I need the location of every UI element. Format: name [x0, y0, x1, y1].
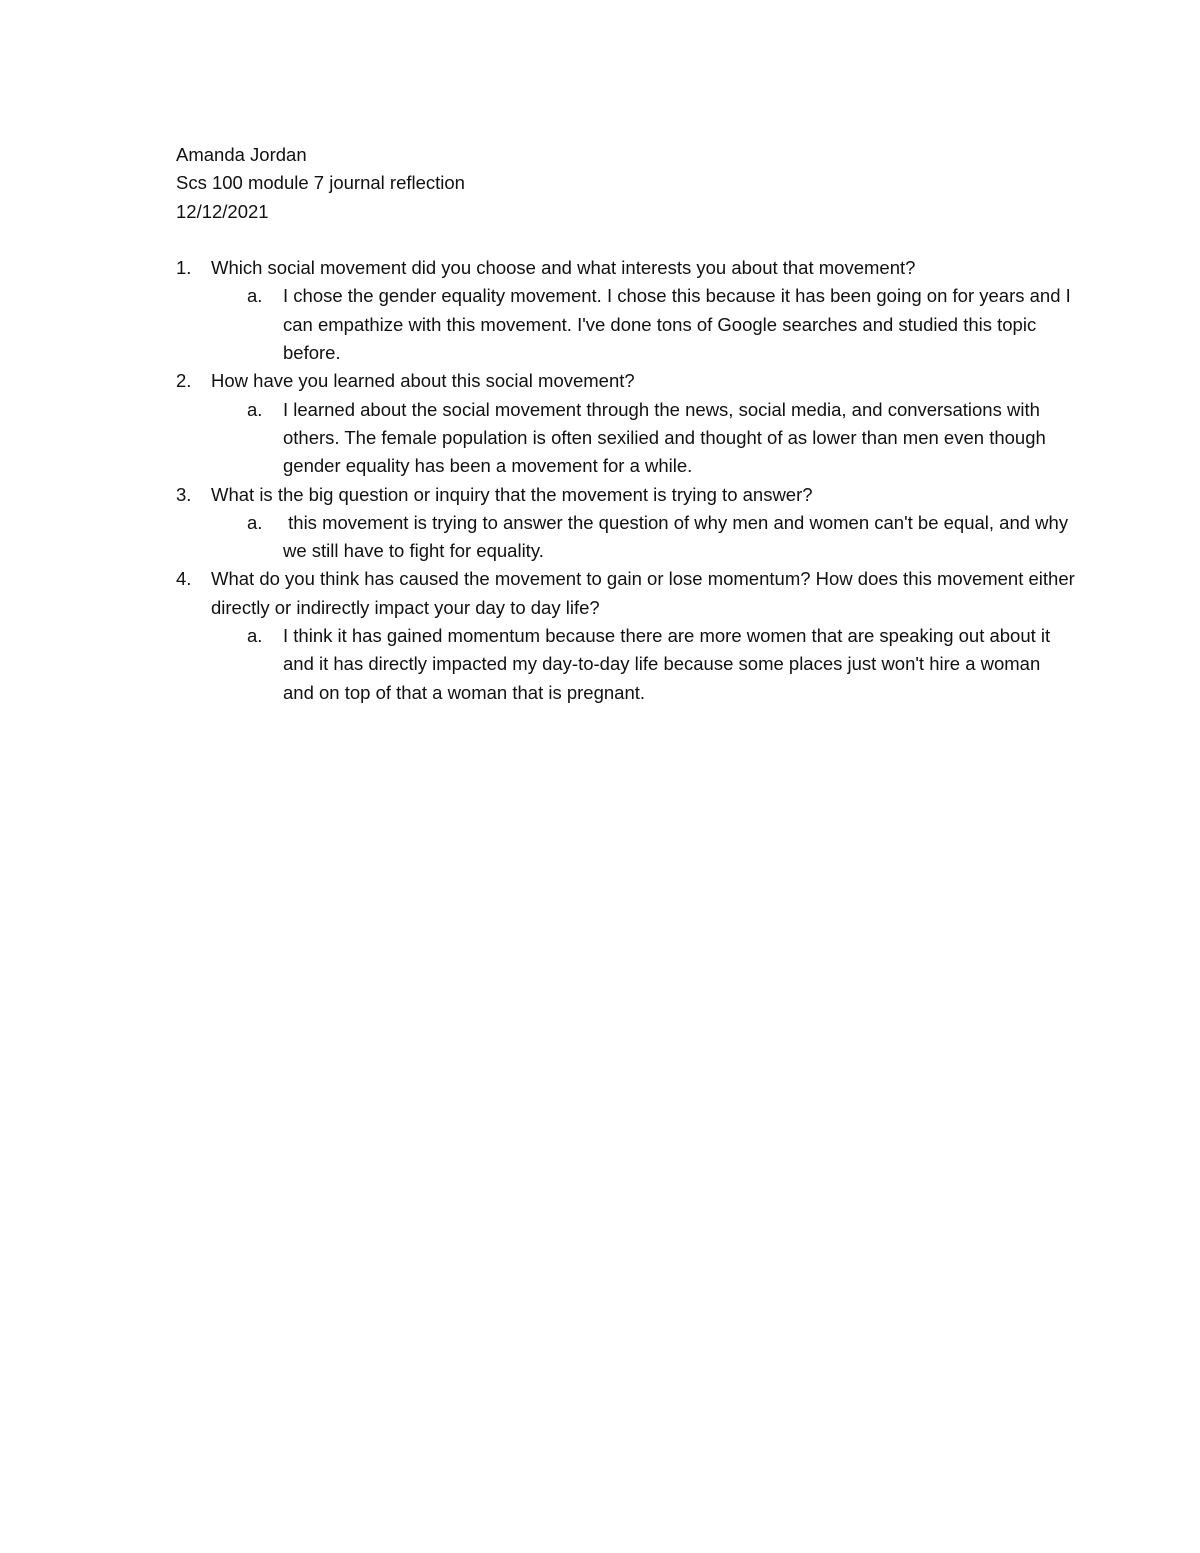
question-item-2	[176, 367, 1076, 480]
question-text: What is the big question or inquiry that the movement is trying to answer?	[211, 483, 813, 505]
question-number: 4.	[176, 568, 192, 590]
answer-list	[211, 396, 1076, 481]
answer-text: I think it has gained momentum because there are more women that are speaking out about it and it has directly impacted my day-to-day life because some places just won't hire a woman and on top of that a woman that is pregnant.	[283, 625, 1051, 703]
question-list	[176, 254, 1076, 707]
author-name: Amanda Jordan	[176, 144, 307, 165]
answer-item	[211, 509, 1076, 566]
answer-marker: a.	[247, 285, 263, 307]
answer-text: I learned about the social movement through the news, social media, and conversations with others. The female population is often sexilied and thought of as lower than men even though gender equality has been a movement for a while.	[283, 398, 1046, 477]
answer-list	[211, 282, 1076, 367]
question-text: Which social movement did you choose and what interests you about that movement?	[211, 257, 916, 279]
question-number: 3.	[176, 483, 192, 505]
document-body	[176, 141, 1076, 707]
answer-marker: a.	[247, 625, 263, 647]
answer-marker: a.	[247, 398, 263, 420]
course-title: Scs 100 module 7 journal reflection	[176, 172, 465, 194]
question-number: 2.	[176, 370, 192, 392]
question-text: How have you learned about this social movement?	[211, 370, 635, 392]
question-item-1	[176, 254, 1076, 367]
answer-text: this movement is trying to answer the question of why men and women can't be equal, and why we still have to fight for equality.	[283, 511, 1074, 562]
answer-list	[211, 622, 1076, 707]
question-item-3	[176, 481, 1076, 566]
question-text: What do you think has caused the movement to gain or lose momentum? How does this movement either directly or indirectly impact your day to day life?	[211, 568, 1075, 618]
answer-item	[211, 396, 1076, 481]
spacer	[176, 226, 1076, 254]
question-number: 1.	[176, 257, 192, 279]
answer-item	[211, 282, 1076, 367]
document-date: 12/12/2021	[176, 200, 269, 222]
question-item-4	[176, 565, 1076, 706]
answer-marker: a.	[247, 511, 263, 533]
answer-text: I chose the gender equality movement. I chose this because it has been going on for years and I can empathize with this movement. I've done tons of Google searches and studied this topic before.	[283, 285, 1071, 364]
answer-list	[211, 509, 1076, 566]
answer-item	[211, 622, 1076, 707]
